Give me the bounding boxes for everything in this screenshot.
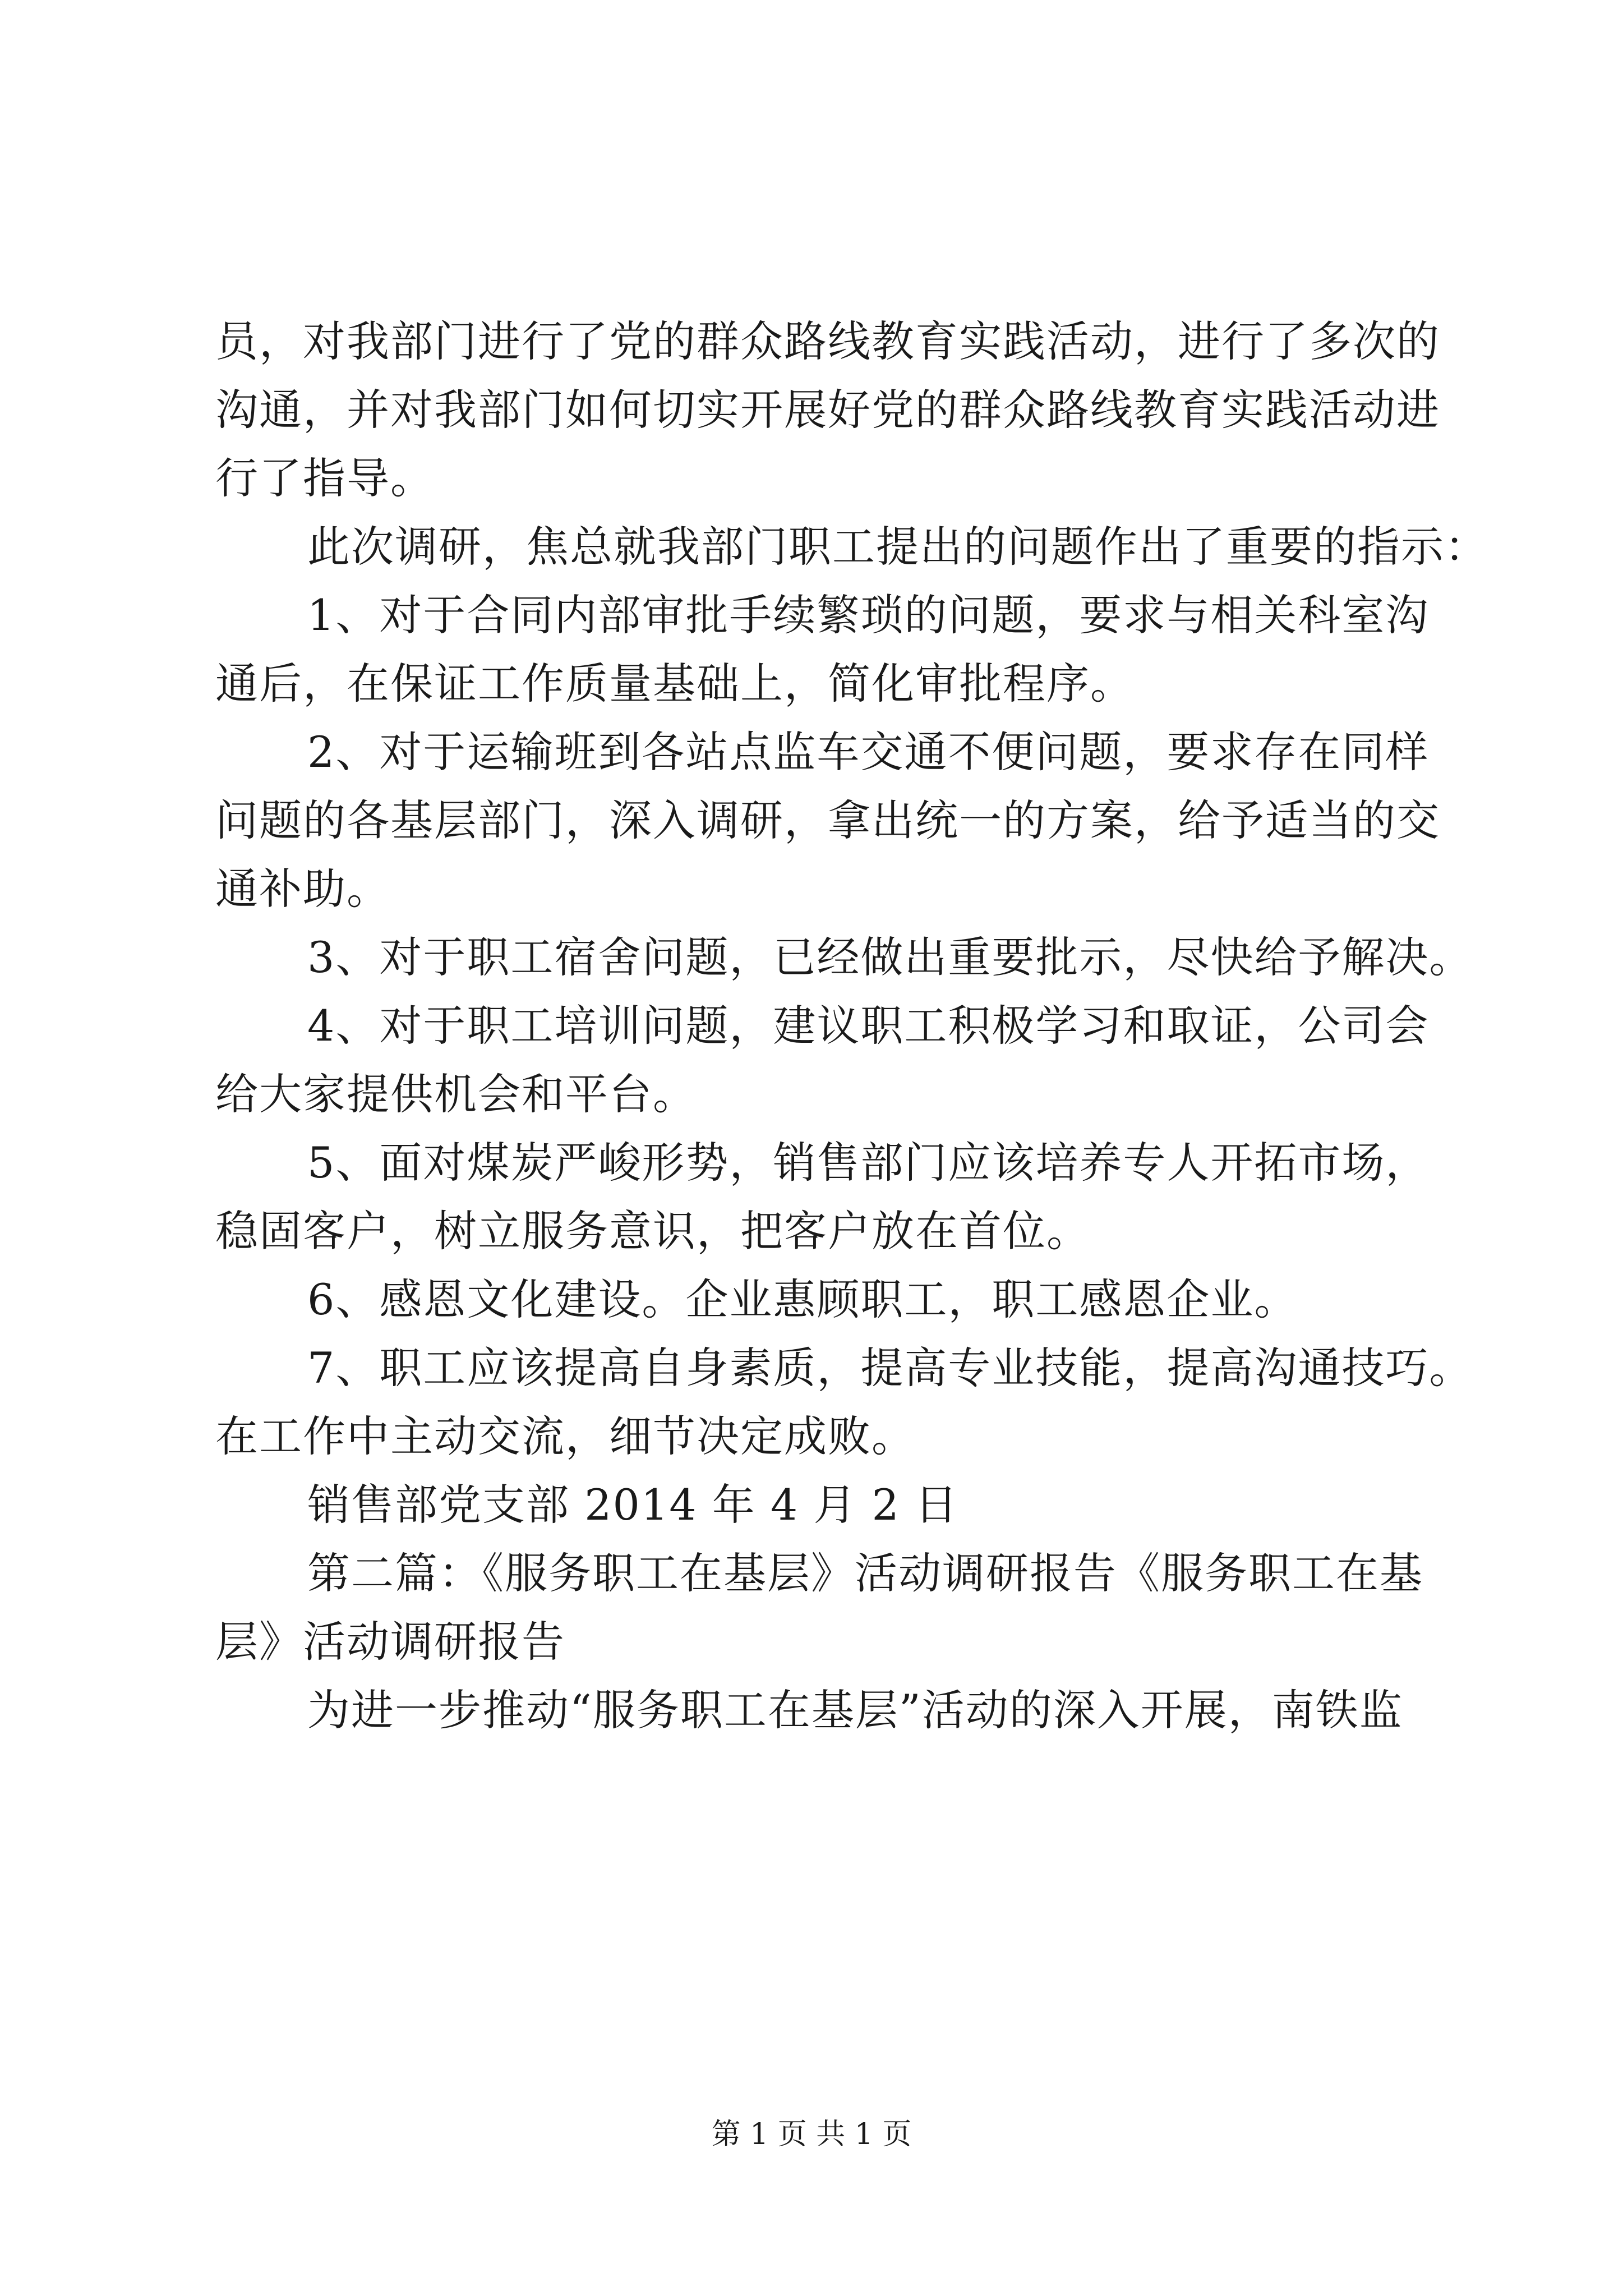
page-footer [0, 2115, 1623, 2154]
body-line: 5、面对煤炭严峻形势，销售部门应该培养专人开拓市场， [307, 1138, 1430, 1188]
body-line: 通后，在保证工作质量基础上，简化审批程序。 [215, 659, 1134, 708]
body-line: 6、感恩文化建设。企业惠顾职工，职工感恩企业。 [307, 1274, 1298, 1324]
body-line: 稳固客户，树立服务意识，把客户放在首位。 [215, 1206, 1090, 1256]
body-line: 为进一步推动“服务职工在基层”活动的深入开展，南铁监 [307, 1685, 1403, 1735]
section-heading-line: 第二篇：《服务职工在基层》活动调研报告《服务职工在基 [307, 1548, 1423, 1598]
signature-line: 销售部党支部 2014 年 4 月 2 日 [307, 1480, 959, 1530]
body-line: 在工作中主动交流，细节决定成败。 [215, 1411, 915, 1461]
body-line: 4、对于职工培训问题，建议职工积极学习和取证，公司会 [307, 1001, 1430, 1051]
body-line: 通补助。 [215, 864, 390, 914]
document-body [215, 307, 1488, 1745]
body-line: 员，对我部门进行了党的群众路线教育实践活动，进行了多次的 [215, 316, 1440, 366]
page-number-label: 第 1 页 共 1 页 [711, 2118, 912, 2151]
body-line: 3、对于职工宿舍问题，已经做出重要批示，尽快给予解决。 [307, 932, 1473, 982]
body-line: 此次调研，焦总就我部门职工提出的问题作出了重要的指示： [307, 522, 1488, 572]
body-line: 行了指导。 [215, 453, 434, 503]
body-line: 问题的各基层部门，深入调研，拿出统一的方案，给予适当的交 [215, 795, 1440, 845]
section-heading-line: 层》活动调研报告 [215, 1617, 565, 1667]
body-line: 沟通，并对我部门如何切实开展好党的群众路线教育实践活动进 [215, 385, 1440, 435]
body-line: 1、对于合同内部审批手续繁琐的问题，要求与相关科室沟 [307, 590, 1430, 640]
body-line: 给大家提供机会和平台。 [215, 1069, 697, 1119]
body-line: 7、职工应该提高自身素质，提高专业技能，提高沟通技巧。 [307, 1343, 1473, 1393]
body-line: 2、对于运输班到各站点监车交通不便问题，要求存在同样 [307, 727, 1430, 777]
